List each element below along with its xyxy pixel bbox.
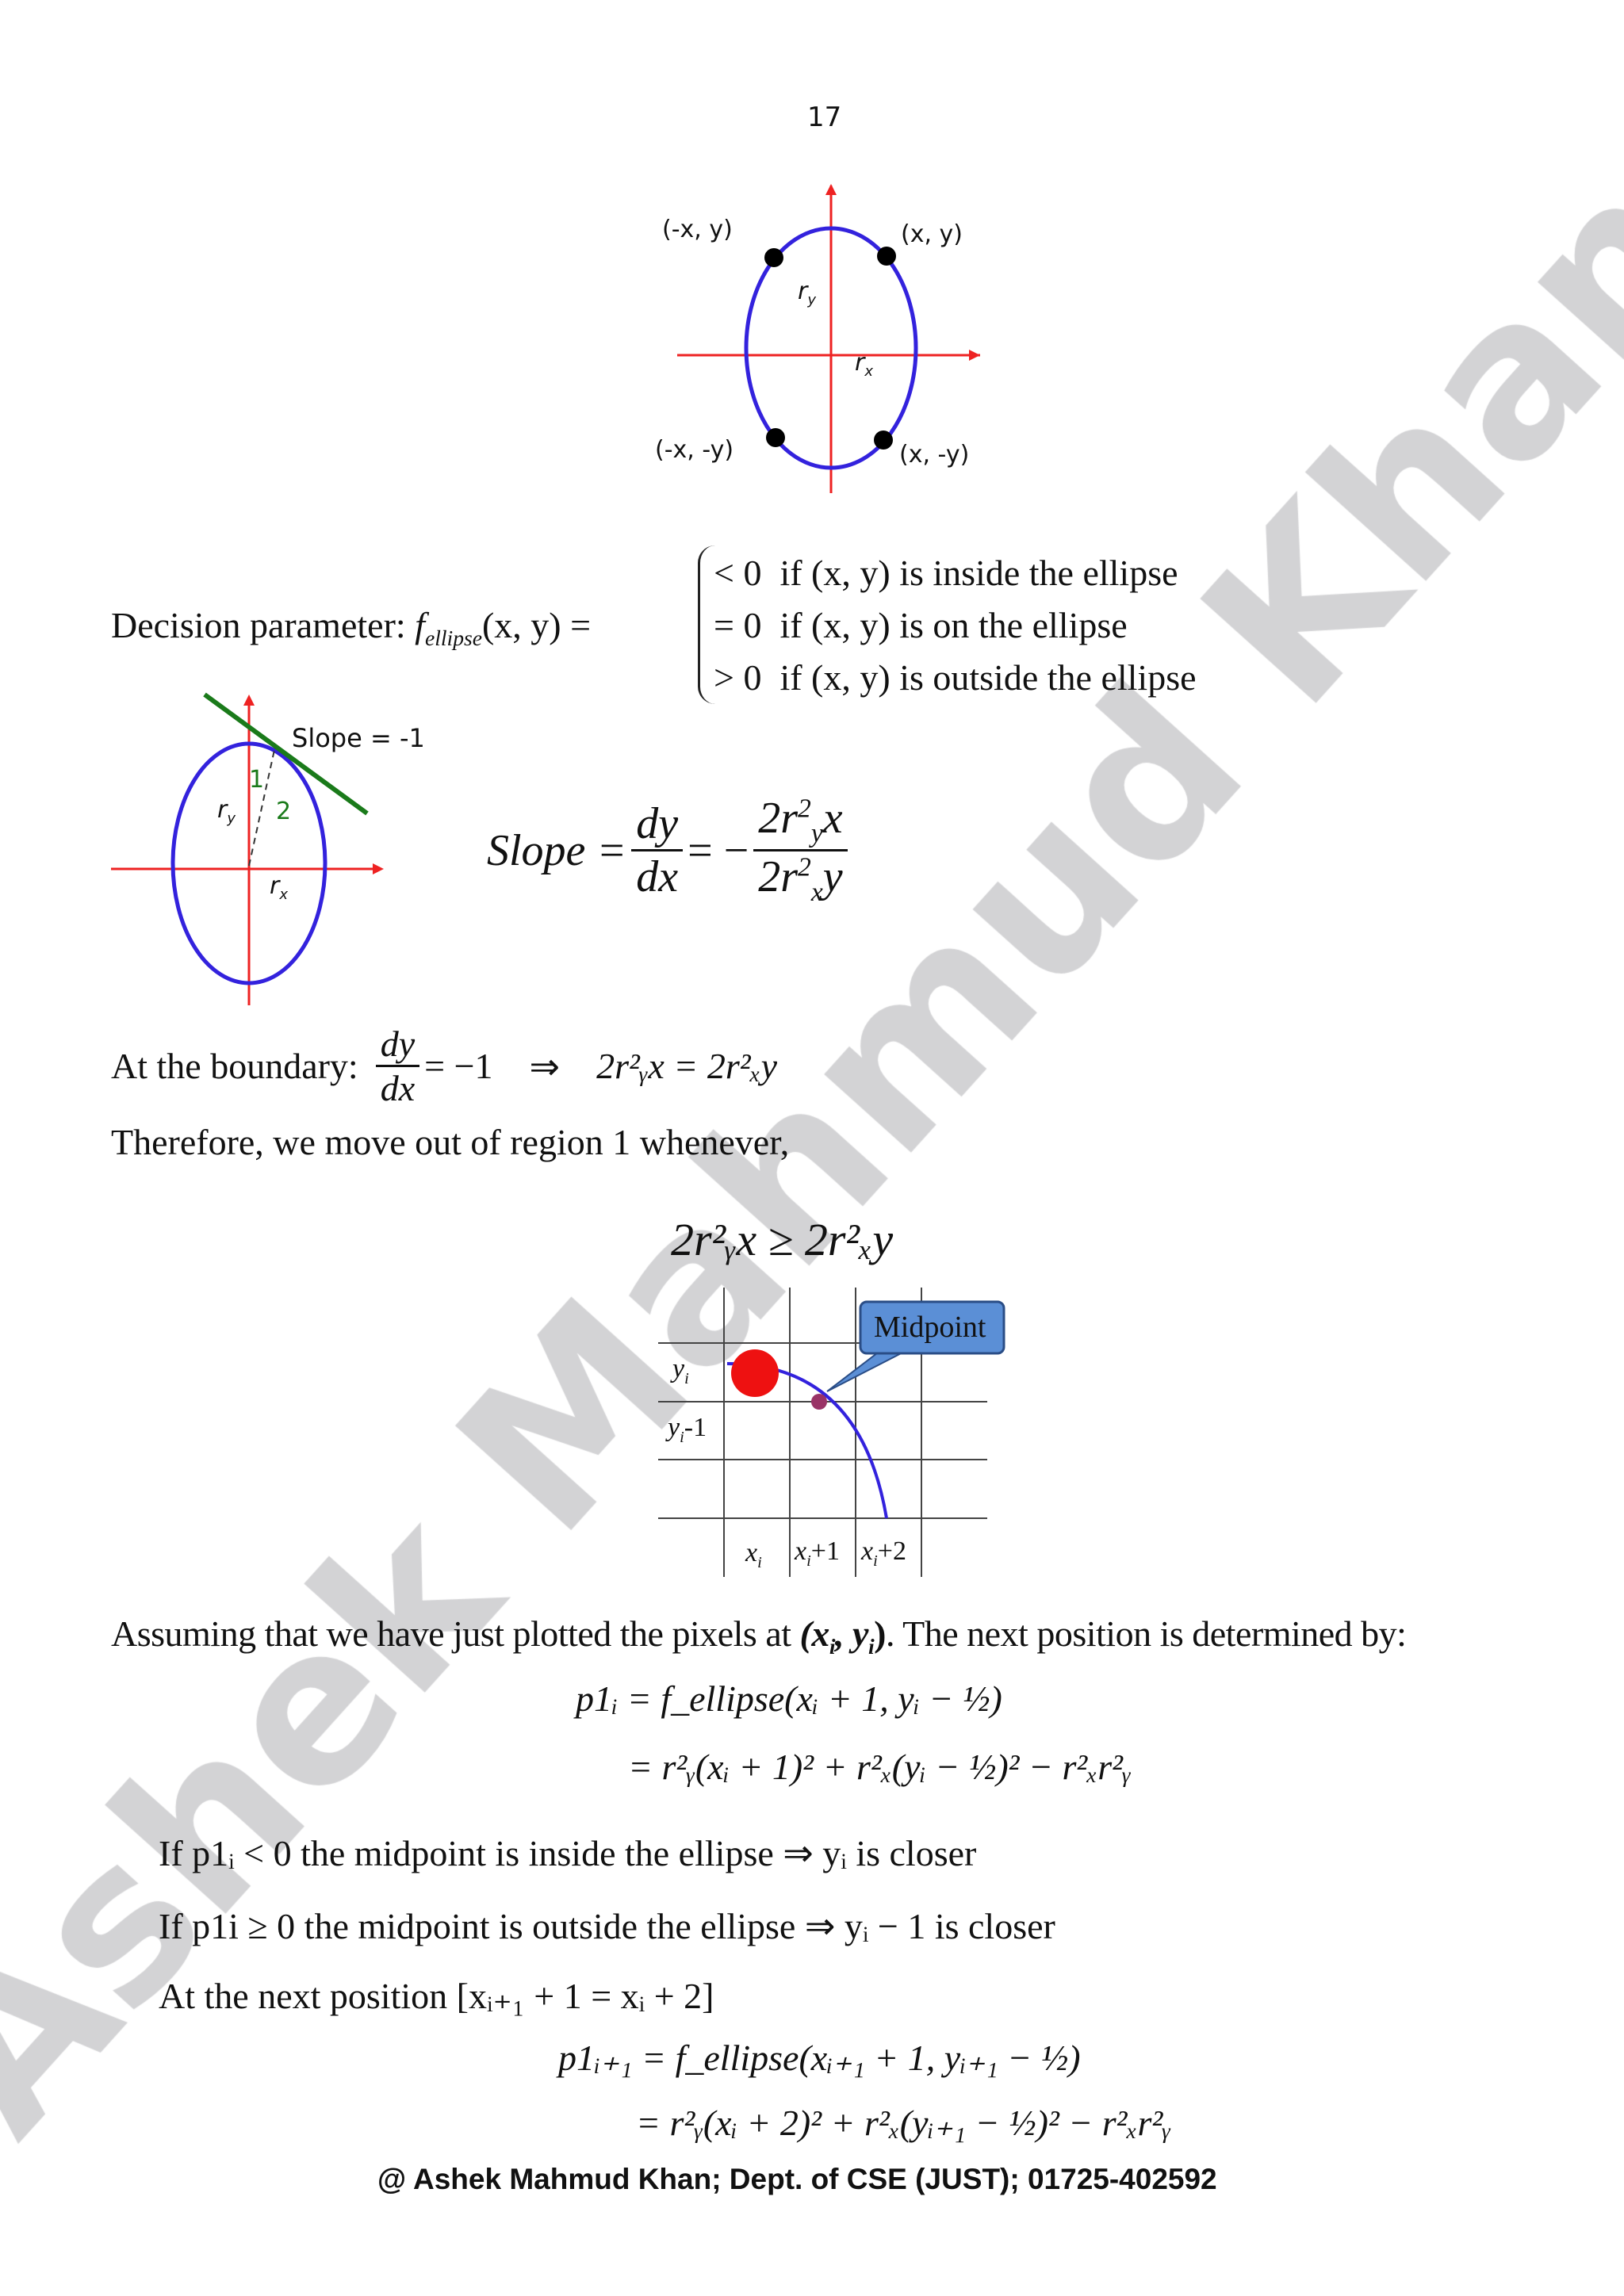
label-neg-x-y: (-x, y)	[662, 216, 733, 243]
region-condition: 2r²ᵧx ≥ 2r²ₓy	[671, 1214, 894, 1265]
slope-label: Slope = -1	[292, 723, 425, 753]
case-on: = 0 if (x, y) is on the ellipse	[714, 605, 1128, 645]
xi-plus-1-label: $x_i+1$	[795, 1536, 840, 1570]
footer: @ Ashek Mahmud Khan; Dept. of CSE (JUST); 01725-402592	[377, 2163, 1217, 2195]
rule-inside: If p1ᵢ < 0 the midpoint is inside the ellipse ⇒ yᵢ is closer	[159, 1833, 977, 1873]
assuming-text: Assuming that we have just plotted the pixels at ($x_i$, $y_i$). The next position is determined by:	[111, 1613, 1407, 1659]
plotted-pixel	[731, 1349, 779, 1397]
p1-next-definition: p1ᵢ₊₁ = f_ellipse(xᵢ₊₁ + 1, yᵢ₊₁ − ½)	[558, 2038, 1081, 2078]
next-position-text: At the next position [xᵢ₊₁ + 1 = xᵢ + 2]	[159, 1976, 714, 2016]
xi-label: $x_i$	[745, 1538, 762, 1571]
midpoint-callout: Midpoint	[874, 1311, 986, 1344]
decision-parameter: Decision parameter: $f_{ellipse}(x$, y) =	[111, 605, 592, 651]
midpoint-dot	[811, 1394, 827, 1410]
p1-next-expansion: = r²ᵧ(xᵢ + 2)² + r²ₓ(yᵢ₊₁ − ½)² − r²ₓr²ᵧ	[636, 2103, 1171, 2143]
p1-expansion: = r²ᵧ(xᵢ + 1)² + r²ₓ(yᵢ − ½)² − r²ₓr²ᵧ	[628, 1747, 1132, 1787]
label-x-neg-y: (x, -y)	[899, 441, 970, 469]
yi-minus-1-label: $y_i-1$	[668, 1413, 707, 1446]
therefore-text: Therefore, we move out of region 1 whenever,	[111, 1122, 790, 1162]
case-outside: > 0 if (x, y) is outside the ellipse	[714, 657, 1197, 698]
xi-plus-2-label: $x_i+2$	[861, 1536, 906, 1570]
ry-label: $r_y$	[798, 277, 816, 308]
p1-definition: p1ᵢ = f_ellipse(xᵢ + 1, yᵢ − ½)	[576, 1678, 1002, 1719]
slope-formula: Slope = $\frac{dy}{dx}$ = − $\frac{2r^2_yx}{2r^2_xy}$	[487, 793, 852, 908]
yi-label: $y_i$	[672, 1354, 689, 1387]
page-number: 17	[807, 101, 842, 133]
label-x-y: (x, y)	[901, 220, 963, 248]
rx-label: $r_x$	[270, 872, 288, 903]
region-2-label: 2	[276, 798, 292, 825]
case-inside: < 0 if (x, y) is inside the ellipse	[714, 553, 1178, 593]
boundary-equation: At the boundary: $\frac{dy}{dx}$ = −1 ⇒ 2r²ᵧx = 2r²ₓy	[111, 1024, 778, 1108]
label-neg-x-neg-y: (-x, -y)	[655, 436, 734, 464]
ry-label: $r_y$	[217, 796, 236, 827]
rx-label: $r_x$	[855, 349, 873, 380]
rule-outside: If p1i ≥ 0 the midpoint is outside the ellipse ⇒ yᵢ − 1 is closer	[159, 1906, 1055, 1946]
region-1-label: 1	[249, 766, 265, 794]
